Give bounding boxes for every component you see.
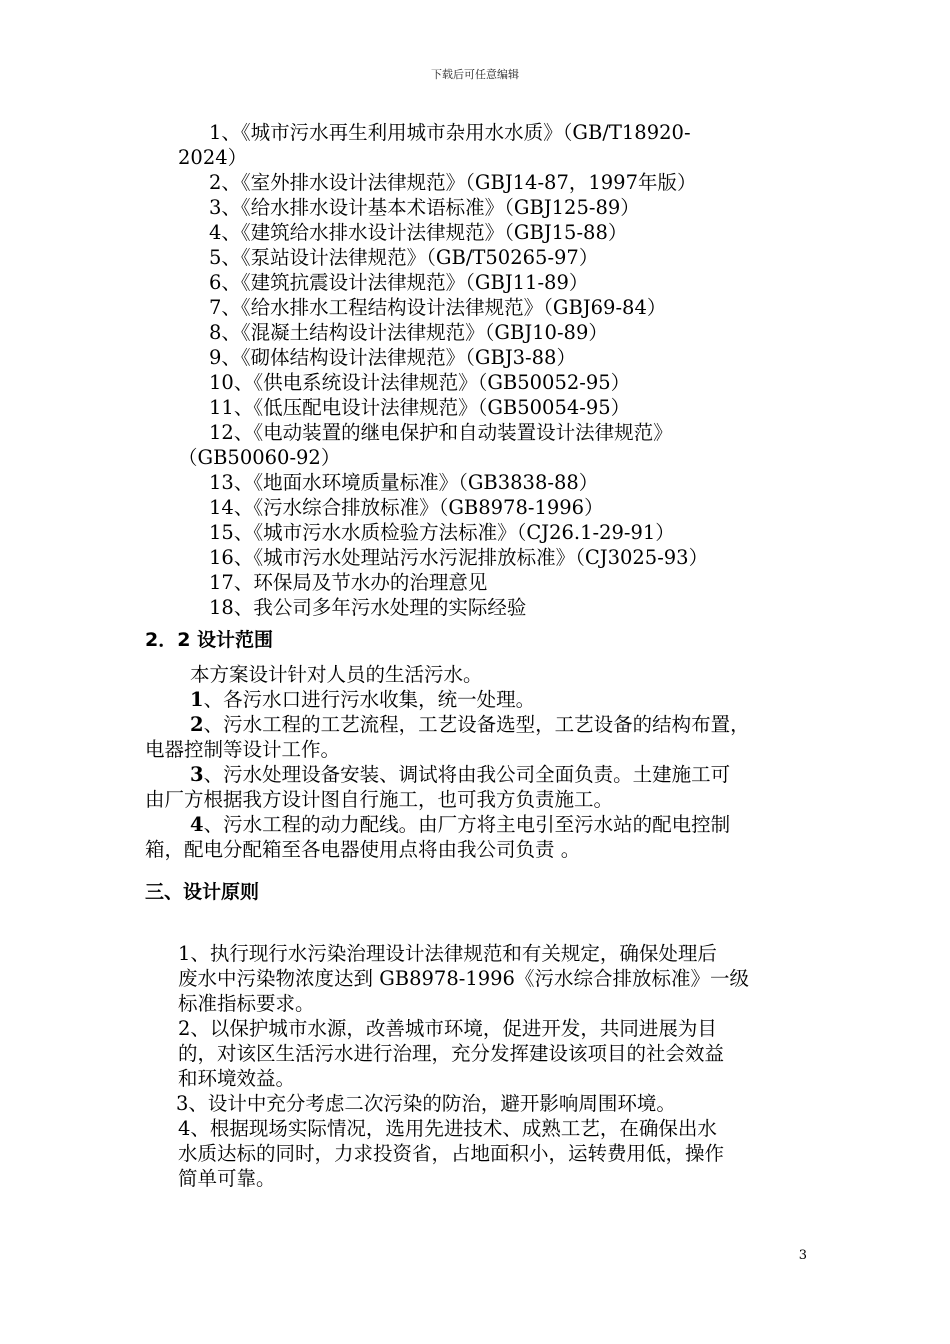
reference-text: 《建筑抗震设计法律规范》（GBJ11-89） <box>240 271 589 294</box>
principle-item <box>145 1016 815 1091</box>
scope-item-line <box>145 687 815 712</box>
page-number: 3 <box>798 1248 807 1263</box>
principle-line: 废水中污染物浓度达到 GB8978-1996《污水综合排放标准》一级 <box>178 967 749 990</box>
reference-item <box>145 520 815 545</box>
principle-line: 和环境效益。 <box>178 1067 296 1090</box>
reference-number: 9、 <box>209 346 241 369</box>
reference-number: 12、 <box>209 421 254 444</box>
reference-text: 《给水排水工程结构设计法律规范》（GBJ69-84） <box>240 296 667 319</box>
reference-item <box>145 270 815 295</box>
principle-line: 标准指标要求。 <box>178 992 315 1015</box>
reference-text: 《城市污水处理站污水污泥排放标准》（CJ3025-93） <box>253 546 709 569</box>
scope-item-number: 3 <box>190 763 204 786</box>
reference-number: 13、 <box>209 471 254 494</box>
reference-item <box>145 420 815 445</box>
principle-line: 水质达标的同时，力求投资省，占地面积小，运转费用低，操作 <box>178 1142 725 1165</box>
reference-text: 《室外排水设计法律规范》（GBJ14-87，1997年版） <box>240 171 697 194</box>
scope-item-number: 4 <box>190 813 204 836</box>
reference-text: 《砌体结构设计法律规范》（GBJ3-88） <box>240 346 576 369</box>
reference-text: 我公司多年污水处理的实际经验 <box>253 596 527 619</box>
reference-item <box>145 570 815 595</box>
reference-continuation: （GB50060-92） <box>178 446 341 469</box>
scope-item-line <box>145 812 815 837</box>
section-intro: 本方案设计针对人员的生活污水。 <box>190 663 483 686</box>
section-heading-3: 三、设计原则 <box>145 881 260 903</box>
principle-line: 简单可靠。 <box>178 1167 276 1190</box>
document-body <box>145 120 815 1191</box>
reference-item <box>145 595 815 620</box>
reference-number: 5、 <box>209 246 241 269</box>
reference-number: 8、 <box>209 321 241 344</box>
scope-item-text: 、污水处理设备安装、调试将由我公司全面负责。土建施工可 <box>203 763 731 786</box>
reference-item <box>145 295 815 320</box>
reference-item <box>145 195 815 220</box>
reference-number: 18、 <box>209 596 254 619</box>
reference-number: 16、 <box>209 546 254 569</box>
reference-text: 《给水排水设计基本术语标准》（GBJ125-89） <box>240 196 640 219</box>
scope-item-number: 1 <box>190 688 204 711</box>
reference-item <box>145 545 815 570</box>
reference-number: 4、 <box>209 221 241 244</box>
reference-text: 环保局及节水办的治理意见 <box>253 571 488 594</box>
reference-number: 11、 <box>209 396 254 419</box>
reference-item <box>145 495 815 520</box>
scope-item-line <box>145 712 815 737</box>
reference-number: 17、 <box>209 571 254 594</box>
reference-number: 14、 <box>209 496 254 519</box>
page-header: 下载后可任意编辑 <box>431 68 519 81</box>
reference-number: 6、 <box>209 271 241 294</box>
reference-item <box>145 170 815 195</box>
reference-text: 《供电系统设计法律规范》（GB50052-95） <box>253 371 631 394</box>
scope-item <box>145 762 815 812</box>
reference-number: 2、 <box>209 171 241 194</box>
scope-item-line <box>145 762 815 787</box>
reference-item <box>145 370 815 395</box>
principle-line: 2、以保护城市水源，改善城市环境，促进开发，共同进展为目 <box>178 1017 717 1040</box>
reference-text: 《城市污水水质检验方法标准》（CJ26.1-29-91） <box>253 521 675 544</box>
reference-item <box>145 345 815 370</box>
reference-item <box>145 220 815 245</box>
reference-number: 15、 <box>209 521 254 544</box>
scope-item <box>145 712 815 762</box>
reference-text: 《泵站设计法律规范》（GB/T50265-97） <box>240 246 599 269</box>
scope-item <box>145 812 815 862</box>
principle-line: 的，对该区生活污水进行治理，充分发挥建设该项目的社会效益 <box>178 1042 725 1065</box>
reference-text: 《低压配电设计法律规范》（GB50054-95） <box>253 396 631 419</box>
principle-item <box>145 1116 815 1191</box>
scope-item <box>145 687 815 712</box>
scope-item-text: 、污水工程的动力配线。由厂方将主电引至污水站的配电控制 <box>203 813 731 836</box>
reference-text: 《建筑给水排水设计法律规范》（GBJ15-88） <box>240 221 628 244</box>
reference-list <box>145 120 815 620</box>
reference-text: 《污水综合排放标准》（GB8978-1996） <box>253 496 604 519</box>
scope-item-line: 电器控制等设计工作。 <box>145 738 341 761</box>
scope-item-number: 2 <box>190 713 204 736</box>
principle-item <box>145 941 815 1016</box>
scope-item-text: 、各污水口进行污水收集，统一处理。 <box>203 688 536 711</box>
reference-item <box>145 320 815 345</box>
reference-text: 《电动装置的继电保护和自动装置设计法律规范》 <box>253 421 673 444</box>
reference-number: 3、 <box>209 196 241 219</box>
reference-number: 1、 <box>209 121 241 144</box>
principle-list <box>145 941 815 1191</box>
reference-item <box>145 470 815 495</box>
reference-number: 7、 <box>209 296 241 319</box>
scope-item-list <box>145 687 815 862</box>
reference-continuation: 2024） <box>178 146 248 169</box>
reference-item <box>145 120 815 145</box>
section-heading-2-2: 2．2 设计范围 <box>145 629 274 651</box>
section-2-2-body <box>145 662 815 862</box>
reference-text: 《城市污水再生利用城市杂用水水质》（GB/T18920- <box>240 121 691 144</box>
principle-item <box>145 1091 815 1116</box>
reference-item <box>145 245 815 270</box>
reference-number: 10、 <box>209 371 254 394</box>
principle-line: 3、设计中充分考虑二次污染的防治，避开影响周围环境。 <box>176 1092 676 1115</box>
scope-item-text: 、污水工程的工艺流程，工艺设备选型，工艺设备的结构布置， <box>203 713 750 736</box>
principle-line: 1、执行现行水污染治理设计法律规范和有关规定，确保处理后 <box>178 942 717 965</box>
scope-item-line: 由厂方根据我方设计图自行施工，也可我方负责施工。 <box>145 788 614 811</box>
reference-text: 《地面水环境质量标准》（GB3838-88） <box>253 471 599 494</box>
principle-line: 4、根据现场实际情况，选用先进技术、成熟工艺，在确保出水 <box>178 1117 717 1140</box>
reference-item <box>145 395 815 420</box>
scope-item-line: 箱，配电分配箱至各电器使用点将由我公司负责 。 <box>145 838 581 861</box>
reference-text: 《混凝土结构设计法律规范》（GBJ10-89） <box>240 321 608 344</box>
